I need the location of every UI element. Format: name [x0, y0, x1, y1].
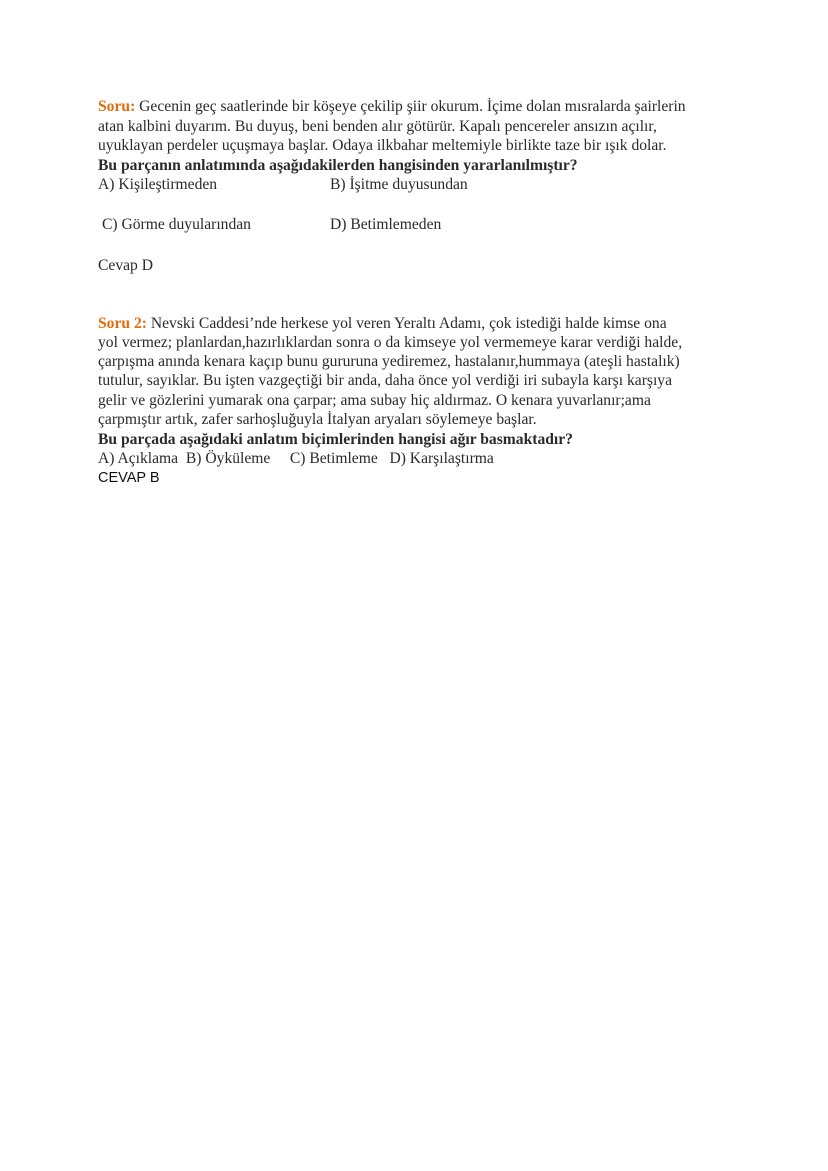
q2-question: Bu parçada aşağıdaki anlatım biçimlerinden hangisi ağır basmaktadır?: [98, 431, 573, 448]
q2-label: Soru 2:: [98, 315, 147, 332]
q1-line-3: uyuklayan perdeler uçuşmaya başlar. Odaya ilkbahar meltemiyle birlikte taze bir ışık dolar.: [98, 137, 667, 154]
q2-text: Nevski Caddesi’nde herkese yol veren Yeraltı Adamı, çok istediği halde kimse ona: [146, 315, 667, 332]
q1-line-2: atan kalbini duyarım. Bu duyuş, beni benden alır götürür. Kapalı pencereler ansızın açılır,: [98, 118, 657, 135]
q2-line-2: yol vermez; planlardan,hazırlıklardan sonra o da kimseye yol vermemeye karar verdiği halde,: [98, 334, 683, 351]
q2-line-3: çarpışma anında kenara kaçıp bunu gururuna yediremez, hastalanır,hummaya (ateşli hastalık): [98, 353, 680, 370]
q1-answer: Cevap D: [98, 257, 153, 274]
q2-answer: CEVAP B: [98, 470, 160, 486]
q1-label: Soru:: [98, 98, 136, 115]
q2-options: A) Açıklama B) Öyküleme C) Betimleme D) Karşılaştırma: [98, 450, 494, 467]
q2-line-4: tutulur, sayıklar. Bu işten vazgeçtiği bir anda, daha önce yol verdiği iri subayla karşı karşıya: [98, 372, 673, 389]
q2-line-1: [98, 314, 667, 334]
q1-line-1: [98, 97, 686, 117]
q1-option-a: A) Kişileştirmeden: [98, 176, 218, 193]
q1-text: Gecenin geç saatlerinde bir köşeye çekilip şiir okurum. İçime dolan mısralarda şairlerin: [135, 98, 686, 115]
q1-option-c: C) Görme duyularından: [102, 216, 251, 233]
q1-question: Bu parçanın anlatımında aşağıdakilerden hangisinden yararlanılmıştır?: [98, 157, 578, 174]
q1-option-b: B) İşitme duyusundan: [330, 176, 468, 193]
q2-line-6: çarpmıştır artık, zafer sarhoşluğuyla İtalyan aryaları söylemeye başlar.: [98, 411, 537, 428]
q2-line-5: gelir ve gözlerini yumarak ona çarpar; ama subay hiç aldırmaz. O kenara yuvarlanır;ama: [98, 392, 651, 409]
q1-option-d: D) Betimlemeden: [330, 216, 442, 233]
